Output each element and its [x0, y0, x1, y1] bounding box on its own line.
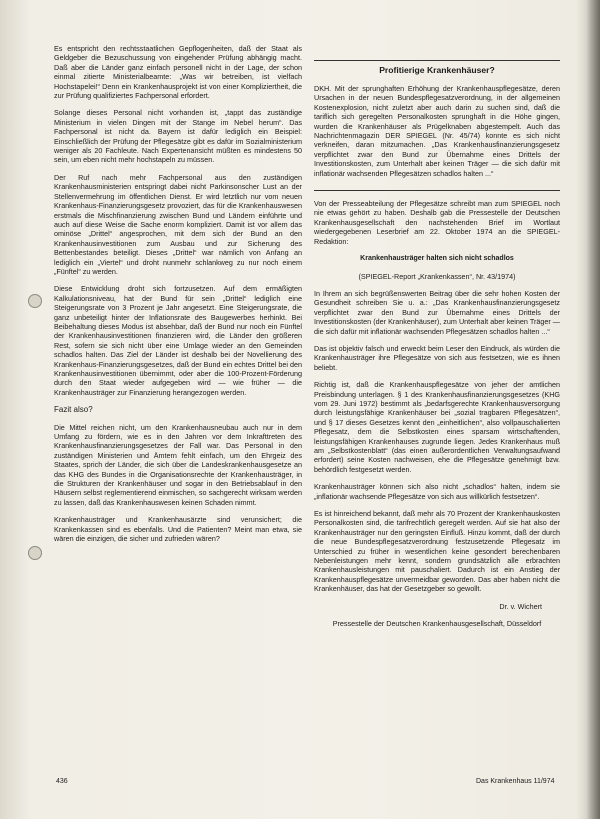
paragraph: Es entspricht den rechtsstaatlichen Gepflogenheiten, daß der Staat als Geldgeber die Bezuschussung von eingehender Prüfung abhängig macht. Daß aber die Länder ganz einfach personell nicht in der Lage, der schon einmal zitierte Ministerialbeamte: „Was wir betreiben, ist vielfach Hochstapelei!“ Denn ein Krankenhausprojekt ist von einer Kompliziertheit, die zur Prüfung qualifiziertes Fachpersonal erfordert. — [54, 44, 302, 101]
paragraph: Die Mittel reichen nicht, um den Krankenhausneubau auch nur in dem Umfang zu fördern, wie es in den Jahren vor dem Inkrafttreten des Krankenhausfinanzierungsgesetzes der Fall war. Das Personal in den zuständigen Ministerien und Ämtern fehlt einfach, um den Ehrgeiz des Staates, sprich der Länder, die sich über die Landeskrankenhausgesetze an das KHG des Bundes in die Organisationsrechte der Krankenhausträger, in die Strukturen der Krankenhäuser und sogar in den Betriebsablauf in den Häusern selbst reglementierend einmischen, so sachgerecht wirksam werden zu lassen, daß das Krankenhauswesen keinen Schaden nimmt. — [54, 422, 302, 507]
box-title: Profitierige Krankenhäuser? — [379, 65, 495, 75]
paragraph: Krankenhausträger können sich also nicht „schadlos“ halten, indem sie „inflationär wachsende Pflegesätze von sich aus willkürlich festsetzen“. — [314, 482, 560, 501]
signature-organization: Pressestelle der Deutschen Krankenhausgesellschaft, Düsseldorf — [332, 619, 542, 629]
journal-footer: Das Krankenhaus 11/974 — [476, 778, 555, 785]
paragraph: Solange dieses Personal nicht vorhanden ist, „tappt das zuständige Ministerium in vielen Dingen mit der Stange im Nebel herum“. Das Fachpersonal ist nicht da. Bayern ist dafür lediglich ein Beispiel: Einschließlich der Prüfung der Pflegesätze gibt es dafür im Sozialministerium weniger als 20 Fachleute. Nach Expertenansicht müßten es mindestens 50 sein, um eben nicht mehr hochstapeln zu müssen. — [54, 108, 302, 165]
paragraph: Das ist objektiv falsch und erweckt beim Leser den Eindruck, als würden die Krankenhausträger ihre Pflegesätze von sich aus festsetzen, wie es ihnen beliebt. — [314, 343, 560, 372]
box-intro: DKH. Mit der sprunghaften Erhöhung der Krankenhauspflegesätze, deren Ursachen in der neuen Bundespflegesatzverordnung, in der allgemeinen Kostenexplosion, nicht zuletzt aber auch darin zu suchen sind, daß die tariflich sich geregelten Personalkosten sprunghaft in die Höhe gingen, wurden die Krankenhäuser als Prügelknaben abgestempelt. Auch das Nachrichtenmagazin DER SPIEGEL (Nr. 45/74) konnte es sich nicht verkneifen, daran mitzumachen. „Das Krankenhausfinanzierungsgesetz verpflichtet zwar den Bund zur Übernahme eines Drittels der Investitionskosten, zum Unterhalt aber keinen Träger — die sich dafür mit inflationär wachsenden Pflegesätzen schadlos halten ...“ — [314, 84, 560, 178]
paragraph: Richtig ist, daß die Krankenhauspflegesätze von jeher der amtlichen Preisbindung unterlagen. § 1 des Krankenhausfinanzierungsgesetzes (KHG vom 29. Juni 1972) bestimmt als „bedarfsgerechte Krankenhausversorgung durch leistungsfähige Krankenhäuser bei „sozial tragbaren Pflegesätzen“, und § 17 dieses Gesetzes kennt den „einheitlichen“, also vollpauschalierten Pflegesatz, dem die Selbstkosten eines sparsam wirtschaftenden, leistungsfähigen Krankenhauses zugrunde liegen. Jedes Krankenhaus muß am „Selbstkostenblatt“ (das einen außerordentlichen Verwaltungsaufwand erfordert) seine Kosten nachweisen, ehe die Pflegesätze genehmigt bzw. behördlich festgesetzt werden. — [314, 380, 560, 474]
paragraph: Es ist hinreichend bekannt, daß mehr als 70 Prozent der Krankenhauskosten Personalkosten sind, die tarifrechtlich geregelt werden. Auf sie hat also der Krankenhausträger nur den geringsten Einfluß. Hinzu kommt, daß der durch die neue Bundespflegesatzverordnung festzusetzende Pflegesatz im Unterschied zu früher in wesentlichen keine gesondert berechenbaren Nebenleistungen mehr kennt, sondern grundsätzlich alle erbrachten Krankenhausleistungen mit pauschaliert. Dadurch ist ein Anstieg der Krankenhauspflegesätze unvermeidbar geworden. Das aber haben nicht die Krankenhäuser, das hat der Gesetzgeber so gewollt. — [314, 509, 560, 594]
left-column — [54, 44, 302, 552]
punch-hole-icon — [28, 546, 42, 560]
signature: Dr. v. Wichert — [499, 601, 542, 611]
letter-headline: Krankenhausträger halten sich nicht schadlos — [360, 255, 514, 263]
paragraph: Diese Entwicklung droht sich fortzusetzen. Auf dem ermäßigten Kalkulationsniveau, hat der Bund für sein „Drittel“ lediglich eine Steigerungsrate von 3 Prozent je Jahr angesetzt. Eine Steigerungsrate, die ganz unbeteiligt hinter der Inflationsrate des Baugewerbes herhinkt. Bei Beibehaltung dieses Modus ist absehbar, daß der Bund nur noch ein Fünftel der Krankenhausinvestitionen finanzieren wird, die Länder den größeren Rest, sofern sie sich nicht über eine Umlage wieder an den Gemeinden schadlos halten. Das Ziel der Länder ist deshalb bei der Novellierung des Krankenhaus-Finanzierungsgesetzes, daß der Bund ein echtes Drittel bei den Krankenhausinvestitionen übernimmt, oder aber die 100-Prozent-Förderung durch den Staat wieder aufgegeben wird — wie früher — die Krankenhausträger zur Finanzierung herangezogen werden. — [54, 284, 302, 397]
punch-hole-icon — [28, 294, 42, 308]
box-note: Von der Presseabteilung der Pflegesätze schreibt man zum SPIEGEL noch nie etwas gehört zu haben. Deshalb gab die Pressestelle der Deutschen Krankenhausgesellschaft den nachstehenden Brief im Wortlaut wiedergegebenen Leserbrief am 22. Oktober 1974 an die SPIEGEL-Redaktion: — [314, 199, 560, 246]
paragraph: In Ihrem an sich begrüßenswerten Beitrag über die sehr hohen Kosten der Gesundheit schreiben Sie u. a.: „Das Krankenhausfinanzierungsgesetz verpflichtet zwar den Bund zur Übernahme eines Drittels der Investitionskosten (der Krankenhäuser), zum Unterhalt aber keinen Träger — die sich dafür mit inflationär wachsenden Pflegesätzen schadlos halten ...“ — [314, 288, 560, 336]
intro-box — [314, 60, 560, 191]
right-column — [314, 60, 560, 637]
page-number: 436 — [56, 778, 68, 785]
section-heading: Fazit also? — [54, 405, 93, 415]
page-binding-shadow — [586, 0, 600, 819]
paragraph: Der Ruf nach mehr Fachpersonal aus den zuständigen Krankenhausministerien entspringt dabei nicht Parkinsonscher Lust an der Stellenvermehrung im öffentlichen Dienst. Er wird letztlich nur vom neuen Krankenhaus-Finanzierungsgesetz provoziert, das für die Krankenhauswesen erstmals die Mischfinanzierung zwischen Bund und Ländern einführte und auch auf diese Weise die Sache enorm kompliziert. Damit ist vor allem das ominöse „Drittel“ angesprochen, mit dem sich der Bund an den Krankenhausinvestitionen zum Ausbau und zur Sicherung des Bettenbestandes beteiligt. Dieses „Drittel“ war nämlich von Anfang an lediglich ein „Viertel“ und droht nunmehr schlankweg zu nur noch einem „Fünftel“ zu werden. — [54, 172, 302, 276]
paragraph: Krankenhausträger und Krankenhausärzte sind verunsichert; die Krankenkassen sind es ebenfalls. Und die Patienten? Meint man etwa, sie wären die einzigen, die sicher und zufrieden wären? — [54, 515, 302, 544]
letter-source: (SPIEGEL-Report „Krankenkassen“, Nr. 43/1974) — [358, 271, 516, 281]
